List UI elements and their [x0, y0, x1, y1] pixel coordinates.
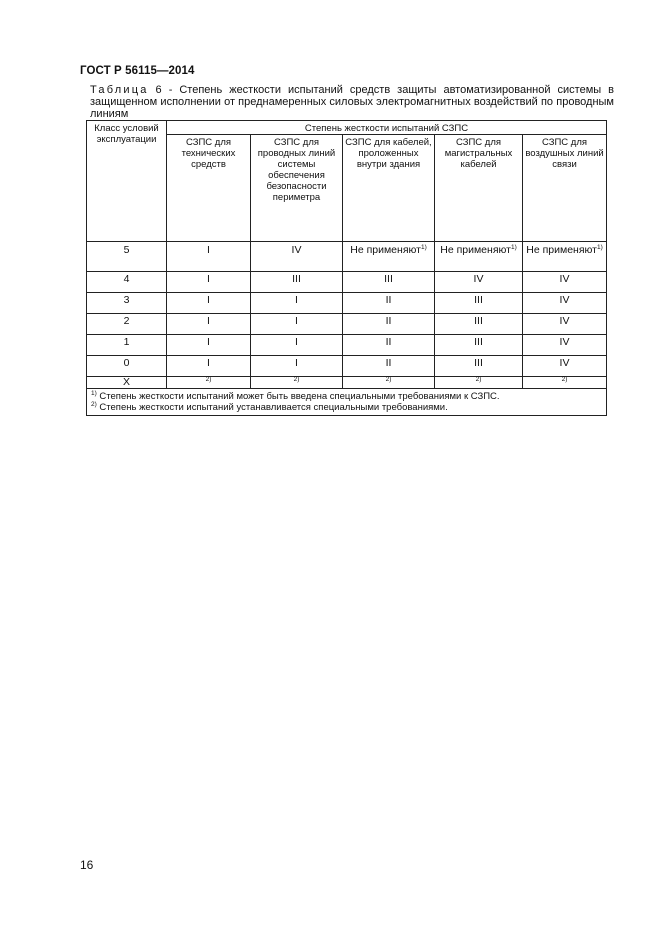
cell-indoor: III	[343, 272, 435, 293]
cell-trunk: IV	[435, 272, 523, 293]
header-overhead-lines: СЗПС для воздушных линий связи	[523, 135, 607, 242]
footnote-ref: 1)	[420, 244, 427, 251]
cell-tech	[167, 377, 251, 389]
caption-label: Таблица	[90, 84, 149, 96]
footnote-text: Степень жесткости испытаний может быть введена специальными требованиями к СЗПС.	[99, 391, 500, 402]
header-row-group	[87, 121, 607, 135]
footnotes-row	[87, 389, 607, 416]
footnote-ref: 1)	[596, 244, 603, 251]
cell-tech: I	[167, 242, 251, 272]
header-perimeter-lines: СЗПС для проводных линий системы обеспечения безопасности периметра	[251, 135, 343, 242]
cell-perimeter	[251, 377, 343, 389]
cell-class: 5	[87, 242, 167, 272]
footnotes	[87, 389, 607, 416]
document-code: ГОСТ Р 56115—2014	[80, 65, 195, 77]
cell-tech: I	[167, 293, 251, 314]
cell-trunk	[435, 242, 523, 272]
cell-tech: I	[167, 314, 251, 335]
footnote-mark: 2)	[91, 401, 97, 408]
header-tech-means: СЗПС для технических средств	[167, 135, 251, 242]
header-indoor-cables: СЗПС для кабелей, проложенных внутри здания	[343, 135, 435, 242]
footnote-ref: 2)	[561, 376, 568, 383]
page-number: 16	[80, 858, 94, 872]
cell-indoor: II	[343, 293, 435, 314]
footnote-text: Степень жесткости испытаний устанавливается специальными требованиями.	[99, 402, 448, 413]
cell-tech: I	[167, 335, 251, 356]
cell-perimeter: I	[251, 314, 343, 335]
caption-number: 6	[155, 84, 162, 96]
cell-text: Не применяют	[440, 244, 511, 256]
footnote-1	[91, 391, 602, 402]
cell-indoor	[343, 242, 435, 272]
footnote-ref: 1)	[510, 244, 517, 251]
cell-trunk	[435, 377, 523, 389]
table-row-0	[87, 356, 607, 377]
cell-perimeter: III	[251, 272, 343, 293]
caption-text: - Степень жесткости испытаний средств защиты автоматизированной системы в защищенном исполнении от преднамеренных силовых электромагнитных воздействий по проводным линиям	[90, 84, 615, 120]
cell-indoor: II	[343, 356, 435, 377]
table-row-4	[87, 272, 607, 293]
cell-indoor: II	[343, 335, 435, 356]
cell-indoor	[343, 377, 435, 389]
cell-perimeter: I	[251, 335, 343, 356]
cell-class: 0	[87, 356, 167, 377]
cell-perimeter: I	[251, 356, 343, 377]
cell-class: 2	[87, 314, 167, 335]
cell-trunk: III	[435, 314, 523, 335]
cell-tech: I	[167, 272, 251, 293]
footnote-ref: 2)	[385, 376, 392, 383]
cell-class: 4	[87, 272, 167, 293]
table-caption	[90, 84, 614, 120]
table-row-5	[87, 242, 607, 272]
cell-overhead: IV	[523, 272, 607, 293]
footnote-ref: 2)	[475, 376, 482, 383]
cell-overhead	[523, 377, 607, 389]
header-group: Степень жесткости испытаний СЗПС	[167, 121, 607, 135]
cell-class: 3	[87, 293, 167, 314]
cell-trunk: III	[435, 356, 523, 377]
footnote-2	[91, 402, 602, 413]
cell-indoor: II	[343, 314, 435, 335]
cell-tech: I	[167, 356, 251, 377]
cell-trunk: III	[435, 293, 523, 314]
table-row-1	[87, 335, 607, 356]
cell-trunk: III	[435, 335, 523, 356]
cell-class: 1	[87, 335, 167, 356]
footnote-ref: 2)	[293, 376, 300, 383]
footnote-mark: 1)	[91, 390, 97, 397]
table-row-x	[87, 377, 607, 389]
header-class: Класс условий эксплуатации	[87, 121, 167, 242]
footnote-ref: 2)	[205, 376, 212, 383]
cell-overhead: IV	[523, 356, 607, 377]
cell-text: Не применяют	[350, 244, 421, 256]
cell-perimeter: I	[251, 293, 343, 314]
cell-overhead	[523, 242, 607, 272]
cell-text: Не применяют	[526, 244, 597, 256]
cell-overhead: IV	[523, 293, 607, 314]
header-trunk-cables: СЗПС для магистральных кабелей	[435, 135, 523, 242]
cell-overhead: IV	[523, 314, 607, 335]
cell-perimeter: IV	[251, 242, 343, 272]
table-row-2	[87, 314, 607, 335]
cell-class: X	[87, 377, 167, 389]
severity-table	[86, 120, 607, 416]
cell-overhead: IV	[523, 335, 607, 356]
table-row-3	[87, 293, 607, 314]
